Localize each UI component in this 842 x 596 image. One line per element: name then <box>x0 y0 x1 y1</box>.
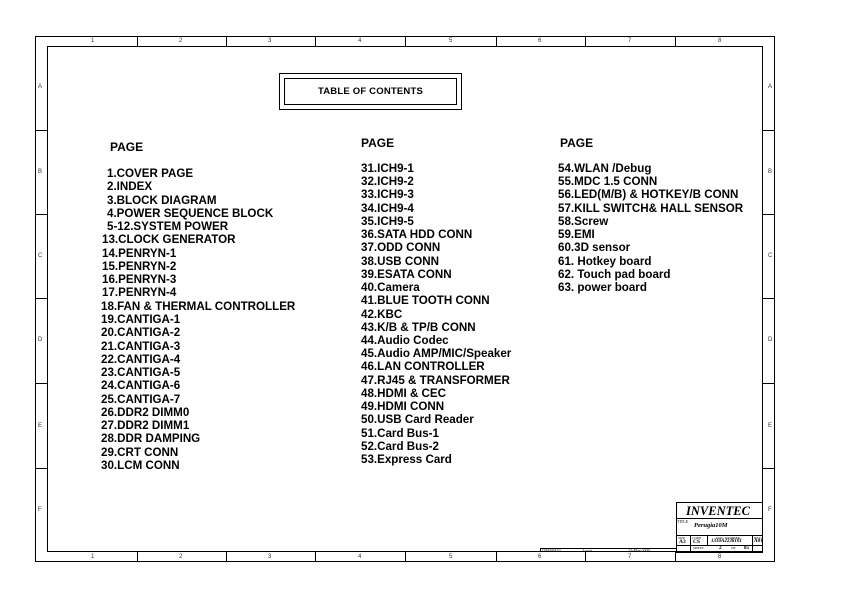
zone-tick <box>496 36 497 46</box>
toc-title: TABLE OF CONTENTS <box>317 86 424 97</box>
toc-entry: 46.LAN CONTROLLER <box>361 360 485 374</box>
zone-tick <box>585 552 586 562</box>
zone-column-label-bottom: 1 <box>91 554 95 560</box>
code-value: CS <box>693 539 701 545</box>
toc-entry: 15.PENRYN-2 <box>102 259 177 273</box>
zone-column-label-top: 1 <box>91 38 95 44</box>
zone-tick <box>585 36 586 46</box>
rev-value: A01 <box>754 539 763 544</box>
toc-entry: 21.CANTIGA-3 <box>101 339 181 353</box>
toc-entry: 26.DDR2 DIMM0 <box>101 405 190 419</box>
zone-tick <box>405 552 406 562</box>
toc-entry: 39.ESATA CONN <box>361 267 452 281</box>
toc-entry: 29.CRT CONN <box>101 445 179 459</box>
zone-tick <box>226 36 227 46</box>
sheet-label: SHEET <box>693 546 704 550</box>
toc-entry: 44.Audio Codec <box>361 333 449 347</box>
zone-tick <box>315 552 316 562</box>
toc-entry: 13.CLOCK GENERATOR <box>102 233 236 247</box>
zone-tick <box>315 36 316 46</box>
toc-entry: 20.CANTIGA-2 <box>101 326 181 340</box>
sheet-value: 2 <box>719 546 722 551</box>
column-2-heading: PAGE <box>361 136 395 150</box>
zone-tick <box>405 36 406 46</box>
zone-row-label-left: C <box>38 253 43 259</box>
zone-tick <box>763 468 775 469</box>
toc-entry: 42.KBC <box>361 307 403 321</box>
toc-entry: 36.SATA HDD CONN <box>361 228 473 242</box>
toc-entry: 27.DDR2 DIMM1 <box>101 419 190 433</box>
changed-by-label: CHANGE by <box>542 548 561 552</box>
zone-tick <box>675 36 676 46</box>
toc-entry: 51.Card Bus-1 <box>361 426 439 440</box>
code-label: CODE <box>692 536 702 540</box>
zone-column-label-top: 5 <box>449 38 453 44</box>
size-label: SIZE <box>678 536 686 540</box>
zone-tick <box>35 214 47 215</box>
toc-entry: 24.CANTIGA-6 <box>101 379 181 393</box>
toc-entry: 58.Screw <box>558 214 609 228</box>
column-1-heading: PAGE <box>110 140 144 154</box>
toc-entry: 25.CANTIGA-7 <box>101 392 181 406</box>
zone-column-label-bottom: 5 <box>449 554 453 560</box>
toc-entry: 48.HDMI & CEC <box>361 386 447 400</box>
toc-entry: 37.ODD CONN <box>361 241 441 255</box>
zone-column-label-bottom: 8 <box>718 554 722 560</box>
toc-entry: 3.BLOCK DIAGRAM <box>107 193 217 207</box>
toc-entry: 4.POWER SEQUENCE BLOCK <box>107 206 274 220</box>
zone-tick <box>496 552 497 562</box>
column-3-heading: PAGE <box>560 136 594 150</box>
toc-entry: 49.HDMI CONN <box>361 400 445 414</box>
toc-entry: 43.K/B & TP/B CONN <box>361 320 476 334</box>
zone-row-label-right: E <box>768 423 773 429</box>
toc-entry: 62. Touch pad board <box>558 267 671 281</box>
changed-by-value: Lewis <box>583 548 593 553</box>
toc-entry: 33.ICH9-3 <box>361 188 414 202</box>
zone-row-label-right: D <box>768 337 773 343</box>
zone-tick <box>137 36 138 46</box>
zone-row-label-right: B <box>768 169 773 175</box>
zone-tick <box>35 130 47 131</box>
zone-column-label-bottom: 2 <box>179 554 183 560</box>
company-name: INVENTEC <box>686 504 750 518</box>
size-value: A3 <box>679 539 686 545</box>
toc-entry: 1.COVER PAGE <box>107 167 194 180</box>
zone-column-label-top: 6 <box>538 38 542 44</box>
toc-entry: 2.INDEX <box>107 180 153 194</box>
zone-column-label-bottom: 4 <box>358 554 362 560</box>
zone-tick <box>763 130 775 131</box>
toc-entry: 47.RJ45 & TRANSFORMER <box>361 373 510 387</box>
toc-entry: 45.Audio AMP/MIC/Speaker <box>361 347 512 361</box>
toc-entry: 30.LCM CONN <box>101 458 180 472</box>
zone-tick <box>763 298 775 299</box>
toc-entry: 61. Hotkey board <box>558 254 652 268</box>
toc-entry: 56.LED(M/B) & HOTKEY/B CONN <box>558 188 739 202</box>
toc-entry: 53.Express Card <box>361 453 452 467</box>
zone-row-label-right: F <box>768 507 772 513</box>
toc-entry: 41.BLUE TOOTH CONN <box>361 294 490 308</box>
toc-entry: 22.CANTIGA-4 <box>101 352 181 366</box>
rev-label: REV <box>754 536 761 540</box>
of-value: 85 <box>744 546 749 551</box>
zone-tick <box>35 468 47 469</box>
zone-tick <box>226 552 227 562</box>
title-label: TITLE <box>677 519 689 524</box>
zone-row-label-right: C <box>768 253 773 259</box>
zone-column-label-bottom: 7 <box>628 554 632 560</box>
toc-entry: 34.ICH9-4 <box>361 201 414 215</box>
zone-row-label-left: D <box>38 337 43 343</box>
zone-column-label-bottom: 3 <box>268 554 272 560</box>
zone-tick <box>763 383 775 384</box>
toc-entry: 40.Camera <box>361 281 420 295</box>
zone-row-label-left: B <box>38 169 43 175</box>
toc-entry: 55.MDC 1.5 CONN <box>558 175 658 189</box>
toc-entry: 23.CANTIGA-5 <box>101 366 181 380</box>
zone-row-label-left: A <box>38 84 43 90</box>
zone-tick <box>35 298 47 299</box>
toc-entry: 5-12.SYSTEM POWER <box>107 220 229 234</box>
toc-entry: 50.USB Card Reader <box>361 413 474 427</box>
toc-entry: 35.ICH9-5 <box>361 214 414 228</box>
zone-column-label-top: 4 <box>358 38 362 44</box>
toc-entry: 52.Card Bus-2 <box>361 439 439 453</box>
zone-column-label-top: 7 <box>628 38 632 44</box>
toc-entry: 19.CANTIGA-1 <box>101 312 181 326</box>
toc-entry: 17.PENRYN-4 <box>102 286 177 300</box>
toc-entry: 31.ICH9-1 <box>361 162 414 175</box>
zone-row-label-left: F <box>38 507 42 513</box>
zone-tick <box>675 552 676 562</box>
toc-entry: 57.KILL SWITCH& HALL SENSOR <box>558 201 744 215</box>
toc-entry: 16.PENRYN-3 <box>102 273 177 287</box>
zone-row-label-left: E <box>38 423 43 429</box>
toc-entry: 54.WLAN /Debug <box>558 162 652 175</box>
zone-tick <box>763 214 775 215</box>
zone-column-label-top: 8 <box>718 38 722 44</box>
toc-entry: 18.FAN & THERMAL CONTROLLER <box>101 299 296 313</box>
toc-entry: 38.USB CONN <box>361 254 439 268</box>
zone-column-label-top: 2 <box>179 38 183 44</box>
date-value: 12-Mar-2009 <box>628 548 650 553</box>
zone-tick <box>35 383 47 384</box>
project-name: Perugia10M <box>694 522 728 529</box>
zone-tick <box>137 552 138 562</box>
toc-entry: 28.DDR DAMPING <box>101 432 201 446</box>
doc-number-value: 1310A2238101 <box>711 539 742 544</box>
toc-entry: 60.3D sensor <box>558 241 631 255</box>
toc-entry: 63. power board <box>558 280 647 294</box>
of-label: OF <box>731 546 736 550</box>
zone-row-label-right: A <box>768 84 773 90</box>
toc-entry: 14.PENRYN-1 <box>102 246 177 260</box>
toc-entry: 59.EMI <box>558 228 595 242</box>
zone-column-label-bottom: 6 <box>538 554 542 560</box>
zone-column-label-top: 3 <box>268 38 272 44</box>
doc-number-label: DOC. NUMBER <box>716 536 741 540</box>
toc-entry: 32.ICH9-2 <box>361 175 414 189</box>
